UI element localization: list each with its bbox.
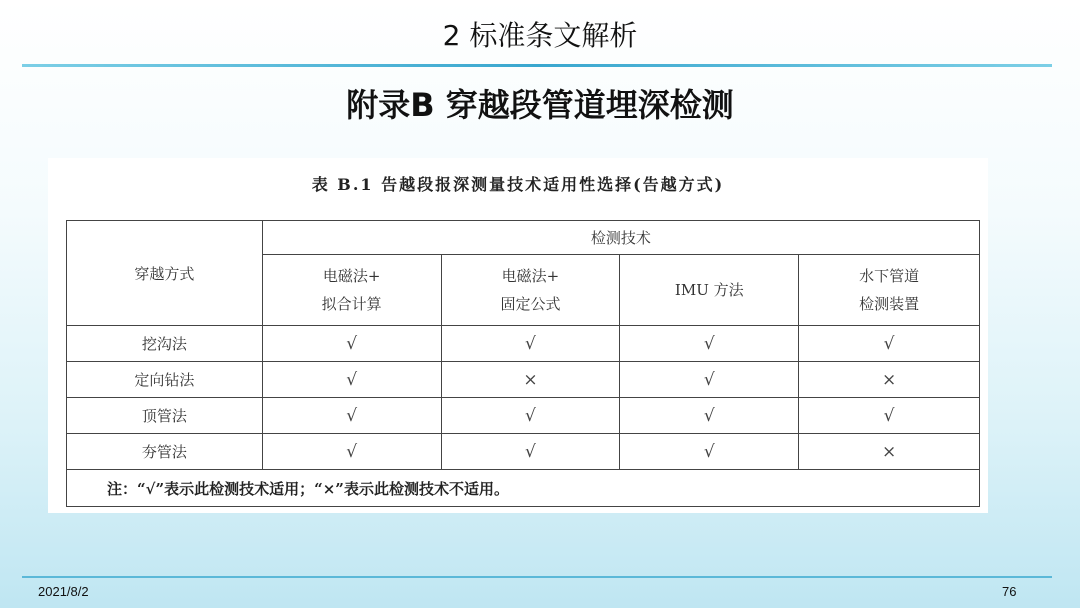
column-header-line: 水下管道 — [859, 267, 920, 285]
table-header-row — [67, 221, 980, 255]
footer-divider — [22, 576, 1052, 578]
table-row — [67, 362, 980, 398]
mark-cell: × — [441, 362, 620, 398]
column-header-line: 检测装置 — [859, 295, 920, 313]
mark-cell: √ — [620, 362, 799, 398]
method-cell: 夯管法 — [67, 434, 263, 470]
mark-cell: √ — [262, 434, 441, 470]
table-caption: 表 B.1 告越段报深测量技术适用性选择(告越方式) — [311, 175, 725, 194]
group-header-label: 检测技术 — [590, 229, 651, 247]
table-note: 注：“√”表示此检测技术适用；“×”表示此检测技术不适用。 — [67, 470, 980, 507]
mark-cell: √ — [620, 398, 799, 434]
mark-cell: √ — [262, 362, 441, 398]
table-note-row — [67, 470, 980, 507]
method-cell: 顶管法 — [67, 398, 263, 434]
mark-cell: √ — [620, 326, 799, 362]
table-figure — [48, 158, 988, 513]
row-header-label: 穿越方式 — [134, 264, 195, 283]
column-header — [262, 255, 441, 326]
group-header-cell — [262, 221, 979, 255]
table-row — [67, 398, 980, 434]
mark-cell: × — [799, 434, 980, 470]
column-header-line: 电磁法+ — [501, 267, 560, 285]
column-header-line: 固定公式 — [500, 295, 561, 313]
mark-cell: × — [799, 362, 980, 398]
mark-cell: √ — [441, 398, 620, 434]
column-header-line: 电磁法+ — [322, 267, 381, 285]
slide-subtitle: 附录B 穿越段管道埋深检测 — [346, 86, 734, 124]
applicability-table — [66, 220, 980, 507]
column-header-line: 拟合计算 — [321, 295, 382, 313]
page-number: 76 — [1002, 584, 1017, 599]
mark-cell: √ — [799, 398, 980, 434]
mark-cell: √ — [441, 434, 620, 470]
method-cell: 挖沟法 — [67, 326, 263, 362]
column-header-line: IMU 方法 — [674, 281, 744, 299]
slide-title: 2 标准条文解析 — [442, 19, 638, 52]
title-divider — [22, 64, 1052, 67]
method-cell: 定向钻法 — [67, 362, 263, 398]
mark-cell: √ — [799, 326, 980, 362]
mark-cell: √ — [441, 326, 620, 362]
mark-cell: √ — [262, 398, 441, 434]
mark-cell: √ — [262, 326, 441, 362]
footer-date: 2021/8/2 — [38, 584, 89, 599]
table-row — [67, 326, 980, 362]
row-header-cell — [67, 221, 263, 326]
table-row — [67, 434, 980, 470]
column-header — [799, 255, 980, 326]
mark-cell: √ — [620, 434, 799, 470]
column-header — [441, 255, 620, 326]
column-header — [620, 255, 799, 326]
